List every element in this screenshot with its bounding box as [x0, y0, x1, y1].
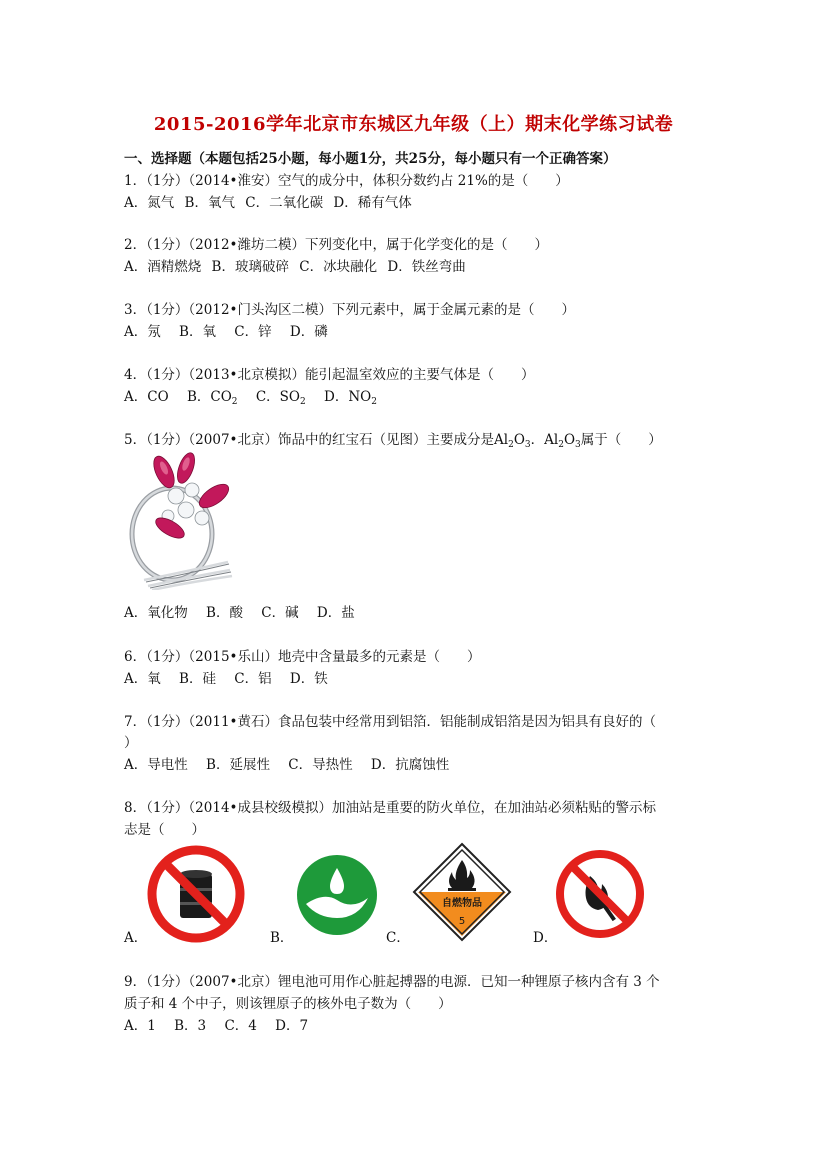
option-b: B．酸	[206, 605, 243, 621]
option-c: C．$SO_2$	[255, 389, 306, 407]
option-d: D．稀有气体	[333, 195, 412, 211]
option-b: B．氧气	[184, 195, 235, 211]
question-2-options	[124, 255, 472, 275]
question-2-stem: 2．（1分）（2012•潍坊二模）下列变化中，属于化学变化的是（ ）	[124, 237, 548, 253]
question-9-stem: 9．（1分）（2007•北京）锂电池可用作心脏起搏器的电源．已知一种锂原子核内含有 3 个	[124, 974, 660, 990]
question-6-stem: 6．（1分）（2015•乐山）地壳中含量最多的元素是（ ）	[124, 649, 481, 665]
option-b-label: B．	[270, 930, 294, 946]
option-a: A．CO	[124, 389, 169, 405]
option-d: D．$NO_2$	[324, 389, 377, 407]
option-a: A．氖	[124, 324, 161, 340]
question-8-stem-cont: 志是（ ）	[124, 822, 205, 838]
option-a: A．导电性	[124, 757, 188, 773]
option-d: D．抗腐蚀性	[370, 757, 450, 773]
page-title: 2015-2016学年北京市东城区九年级（上）期末化学练习试卷	[153, 114, 674, 135]
option-c: C．锌	[234, 324, 272, 340]
question-4-stem: 4．（1分）（2013•北京模拟）能引起温室效应的主要气体是（ ）	[124, 367, 535, 383]
hazard-text: 自燃物品	[442, 898, 482, 909]
option-a: A．1	[124, 1018, 156, 1034]
no-open-flame-sign	[554, 848, 646, 940]
option-b: B．3	[174, 1018, 207, 1034]
option-d: D．铁	[289, 671, 328, 687]
option-c: C．冰块融化	[299, 259, 378, 275]
hazard-class-number: 5	[458, 916, 466, 927]
spontaneous-combustion-hazard-sign	[412, 842, 512, 942]
option-b: B．玻璃破碎	[211, 259, 289, 275]
question-7-options	[124, 753, 463, 773]
option-d-label: D．	[533, 930, 558, 946]
option-d: D．7	[275, 1018, 309, 1034]
question-7-stem: 7．（1分）（2011•黄石）食品包装中经常用到铝箔．铝能制成铝箔是因为铝具有良好的（	[124, 714, 656, 730]
option-a: A．氮气	[124, 195, 175, 211]
option-d: D．盐	[316, 605, 355, 621]
option-c: C．铝	[234, 671, 272, 687]
option-c: C．碱	[261, 605, 299, 621]
option-b: B．氧	[179, 324, 216, 340]
option-d: D．磷	[289, 324, 328, 340]
question-5-options	[124, 601, 369, 621]
option-d: D．铁丝弯曲	[387, 259, 466, 275]
option-c: C．导热性	[288, 757, 353, 773]
question-3-options	[124, 320, 342, 340]
question-7-stem-cont: ）	[124, 735, 138, 751]
water-saving-sign	[294, 852, 380, 938]
option-b: B．延展性	[206, 757, 270, 773]
option-a-label: A．	[124, 930, 148, 946]
question-5-stem: 5．（1分）（2007•北京）饰品中的红宝石（见图）主要成分是$Al_2O_3$．$Al_2O_3$属于（ ）	[124, 432, 662, 450]
option-a: A．氧化物	[124, 605, 188, 621]
option-b: B．硅	[179, 671, 216, 687]
option-a: A．氧	[124, 671, 161, 687]
no-oil-drum-sign	[146, 844, 246, 944]
option-c: C．二氧化碳	[245, 195, 324, 211]
ruby-ring-image	[124, 452, 242, 590]
question-9-options	[124, 1014, 322, 1034]
option-b: B．$CO_2$	[186, 389, 238, 407]
option-c: C．4	[224, 1018, 257, 1034]
question-1-options	[124, 191, 418, 211]
option-a: A．酒精燃烧	[124, 259, 202, 275]
question-8-stem: 8．（1分）（2014•成县校级模拟）加油站是重要的防火单位，在加油站必须粘贴的警示标	[124, 800, 656, 816]
section-heading: 一、选择题（本题包括25小题，每小题1分，共25分，每小题只有一个正确答案）	[124, 151, 617, 167]
option-c-label: C．	[386, 930, 410, 946]
question-4-options	[124, 385, 391, 407]
question-3-stem: 3．（1分）（2012•门头沟区二模）下列元素中，属于金属元素的是（ ）	[124, 302, 575, 318]
question-6-options	[124, 667, 342, 687]
question-1-stem: 1．（1分）（2014•淮安）空气的成分中，体积分数约占 21%的是（ ）	[124, 173, 569, 189]
question-9-stem-cont: 质子和 4 个中子，则该锂原子的核外电子数为（ ）	[124, 996, 452, 1012]
